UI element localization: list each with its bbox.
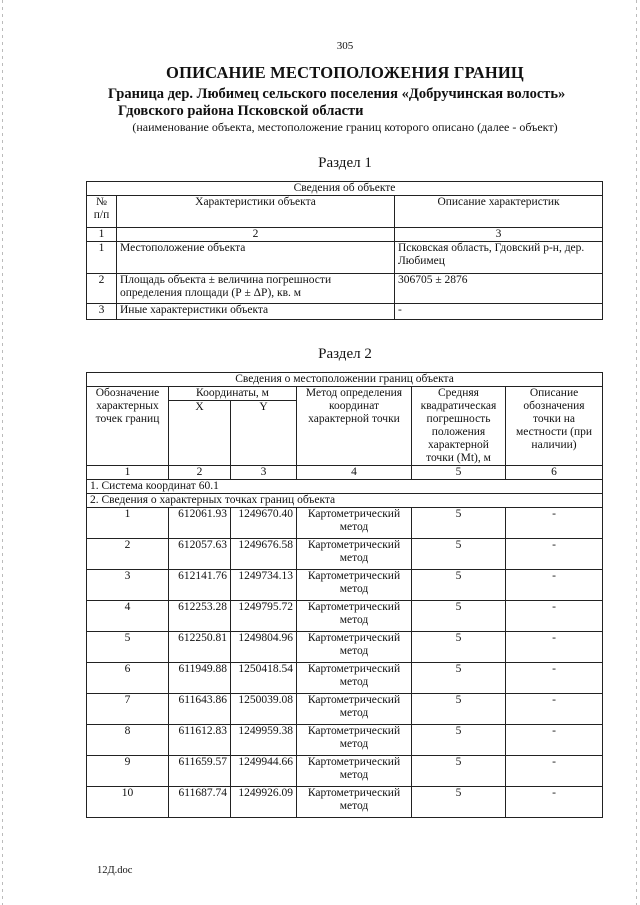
header-y: Y [231, 401, 297, 466]
row-number: 3 [87, 304, 117, 320]
points-body [87, 508, 603, 818]
point-number: 9 [87, 756, 169, 787]
header-characteristics: Характеристики объекта [117, 196, 395, 228]
subtitle-line-1: Граница дер. Любимец сельского поселения «Добручинская волость» [108, 86, 566, 102]
section-1-title: Раздел 1 [318, 155, 372, 171]
coordinate-x: 611659.57 [169, 756, 231, 787]
position-error: 5 [412, 787, 506, 818]
table-row [87, 304, 603, 320]
determination-method: Картометрический метод [297, 570, 412, 601]
position-error: 5 [412, 632, 506, 663]
header-number: № п/п [87, 196, 117, 228]
object-info-table-title: Сведения об объекте [87, 182, 603, 196]
object-info-table [86, 181, 603, 320]
column-number: 3 [395, 228, 603, 242]
column-number: 1 [87, 228, 117, 242]
table-row [87, 632, 603, 663]
determination-method: Картометрический метод [297, 601, 412, 632]
point-number: 6 [87, 663, 169, 694]
coordinate-y: 1249944.66 [231, 756, 297, 787]
column-number: 1 [87, 466, 169, 480]
determination-method: Картометрический метод [297, 694, 412, 725]
position-error: 5 [412, 663, 506, 694]
row-number: 1 [87, 242, 117, 274]
object-caption: (наименование объекта, местоположение границ которого описано (далее - объект) [132, 120, 558, 134]
position-error: 5 [412, 539, 506, 570]
page-number: 305 [336, 40, 354, 52]
characteristic-value: 306705 ± 2876 [395, 274, 603, 304]
table-row [87, 663, 603, 694]
coordinate-system: 1. Система координат 60.1 [87, 480, 603, 494]
boundary-table-title: Сведения о местоположении границ объекта [87, 373, 603, 387]
determination-method: Картометрический метод [297, 756, 412, 787]
point-number: 5 [87, 632, 169, 663]
boundary-points-table [86, 372, 603, 818]
coordinate-y: 1250039.08 [231, 694, 297, 725]
header-description: Описание характеристик [395, 196, 603, 228]
position-error: 5 [412, 694, 506, 725]
coordinate-y: 1249795.72 [231, 601, 297, 632]
section-2-title: Раздел 2 [318, 346, 372, 362]
point-description: - [506, 632, 603, 663]
coordinate-x: 612253.28 [169, 601, 231, 632]
point-number: 7 [87, 694, 169, 725]
coordinate-y: 1249670.40 [231, 508, 297, 539]
table-row [87, 787, 603, 818]
table-row [87, 508, 603, 539]
point-number: 2 [87, 539, 169, 570]
scan-edge-right [636, 0, 637, 905]
point-number: 1 [87, 508, 169, 539]
coordinate-y: 1249804.96 [231, 632, 297, 663]
header-error: Средняя квадратическая погрешность положения характерной точки (Мt), м [412, 387, 506, 466]
header-point-description: Описание обозначения точки на местности (при наличии) [506, 387, 603, 466]
characteristic-name: Площадь объекта ± величина погрешности определения площади (Р ± ΔР), кв. м [117, 274, 395, 304]
position-error: 5 [412, 756, 506, 787]
header-method: Метод определения координат характерной точки [297, 387, 412, 466]
characteristic-name: Местоположение объекта [117, 242, 395, 274]
table-row [87, 570, 603, 601]
table-row [87, 601, 603, 632]
point-description: - [506, 570, 603, 601]
table-row [87, 242, 603, 274]
column-number: 4 [297, 466, 412, 480]
point-description: - [506, 787, 603, 818]
header-coordinates: Координаты, м [169, 387, 297, 401]
table-row [87, 694, 603, 725]
column-number: 2 [117, 228, 395, 242]
characteristic-value: Псковская область, Гдовский р-н, дер. Любимец [395, 242, 603, 274]
column-number: 5 [412, 466, 506, 480]
subtitle-line-2: Гдовского района Псковской области [118, 103, 364, 119]
table-row [87, 725, 603, 756]
coordinate-x: 611687.74 [169, 787, 231, 818]
point-description: - [506, 508, 603, 539]
column-number: 6 [506, 466, 603, 480]
determination-method: Картометрический метод [297, 632, 412, 663]
determination-method: Картометрический метод [297, 663, 412, 694]
point-number: 10 [87, 787, 169, 818]
determination-method: Картометрический метод [297, 508, 412, 539]
scan-edge-left [2, 0, 3, 905]
point-description: - [506, 601, 603, 632]
coordinate-x: 611612.83 [169, 725, 231, 756]
points-section-header: 2. Сведения о характерных точках границ объекта [87, 494, 603, 508]
coordinate-x: 611643.86 [169, 694, 231, 725]
point-description: - [506, 539, 603, 570]
coordinate-y: 1249959.38 [231, 725, 297, 756]
characteristic-name: Иные характеристики объекта [117, 304, 395, 320]
position-error: 5 [412, 725, 506, 756]
coordinate-y: 1249926.09 [231, 787, 297, 818]
point-number: 8 [87, 725, 169, 756]
document-title: ОПИСАНИЕ МЕСТОПОЛОЖЕНИЯ ГРАНИЦ [166, 63, 524, 82]
determination-method: Картометрический метод [297, 787, 412, 818]
coordinate-y: 1250418.54 [231, 663, 297, 694]
characteristic-value: - [395, 304, 603, 320]
coordinate-x: 611949.88 [169, 663, 231, 694]
position-error: 5 [412, 508, 506, 539]
point-description: - [506, 725, 603, 756]
document-subtitle [108, 86, 628, 120]
coordinate-x: 612061.93 [169, 508, 231, 539]
header-point: Обозначение характерных точек границ [87, 387, 169, 466]
header-x: X [169, 401, 231, 466]
coordinate-x: 612141.76 [169, 570, 231, 601]
column-number: 2 [169, 466, 231, 480]
coordinate-x: 612250.81 [169, 632, 231, 663]
table-row [87, 756, 603, 787]
point-number: 4 [87, 601, 169, 632]
column-number: 3 [231, 466, 297, 480]
position-error: 5 [412, 570, 506, 601]
table-row [87, 274, 603, 304]
position-error: 5 [412, 601, 506, 632]
file-name: 12Д.doc [97, 865, 133, 876]
determination-method: Картометрический метод [297, 539, 412, 570]
coordinate-y: 1249734.13 [231, 570, 297, 601]
row-number: 2 [87, 274, 117, 304]
table-row [87, 539, 603, 570]
coordinate-y: 1249676.58 [231, 539, 297, 570]
point-description: - [506, 694, 603, 725]
point-description: - [506, 756, 603, 787]
coordinate-x: 612057.63 [169, 539, 231, 570]
point-number: 3 [87, 570, 169, 601]
point-description: - [506, 663, 603, 694]
determination-method: Картометрический метод [297, 725, 412, 756]
